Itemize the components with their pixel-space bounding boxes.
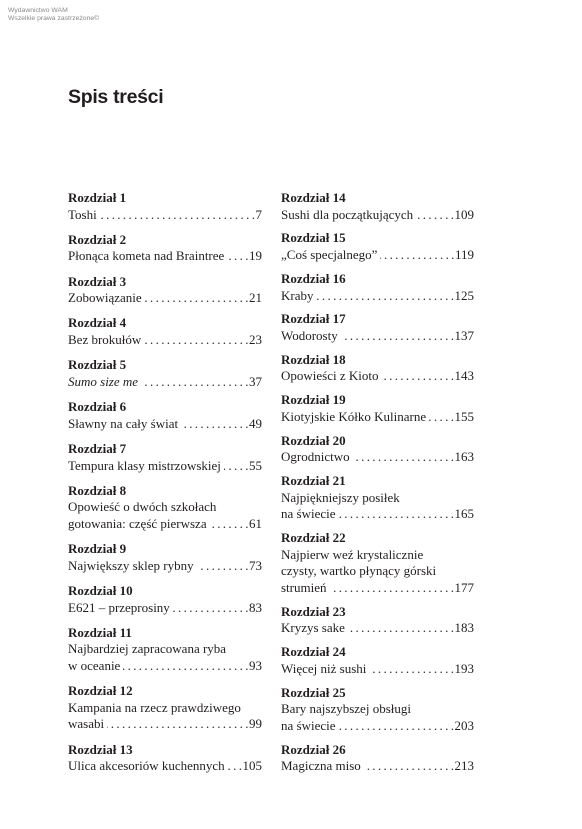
chapter-title-26: Magiczna miso xyxy=(281,758,361,774)
toc-entry-7 xyxy=(68,441,262,474)
dot-leader-19 xyxy=(429,409,453,426)
chapter-title-row-13 xyxy=(68,758,262,775)
chapter-title-4: Bez brokułów xyxy=(68,332,142,348)
page-number-20: 163 xyxy=(454,449,474,465)
chapter-title-row-22 xyxy=(281,580,474,597)
chapter-title-22-line-1: Najpierw weź krystalicznie xyxy=(281,546,424,562)
page-number-19: 155 xyxy=(454,408,474,424)
toc-entry-14 xyxy=(281,190,474,223)
page-number-26: 213 xyxy=(454,758,474,774)
chapter-title-12-line-1: Kampania na rzecz prawdziwego xyxy=(68,699,241,715)
page-number-18: 143 xyxy=(454,368,474,384)
chapter-title-row-4 xyxy=(68,332,262,349)
publisher-name: Wydawnictwo WAM xyxy=(8,7,68,14)
dot-leader-10 xyxy=(173,600,248,617)
dot-leader-14 xyxy=(416,207,453,224)
chapter-label-14: Rozdział 14 xyxy=(281,190,346,205)
dot-leader-13 xyxy=(228,758,242,775)
chapter-title-row-24 xyxy=(281,661,474,678)
chapter-title-row-5 xyxy=(68,374,262,391)
chapter-label-10: Rozdział 10 xyxy=(68,583,133,599)
page-number-2: 19 xyxy=(249,248,262,264)
dot-leader-8 xyxy=(210,516,248,533)
chapter-title-15: „Coś specjalnego” xyxy=(281,247,378,263)
chapter-title-11-line-1: Najbardziej zapracowana ryba xyxy=(68,641,227,657)
toc-entry-15 xyxy=(281,230,474,263)
chapter-label-23: Rozdział 23 xyxy=(281,603,346,619)
chapter-title-row-25 xyxy=(281,718,474,735)
copyright-header xyxy=(8,7,99,23)
toc-entry-21 xyxy=(281,473,474,523)
dot-leader-18 xyxy=(381,368,453,385)
toc-entry-5 xyxy=(68,357,262,390)
chapter-label-16: Rozdział 16 xyxy=(281,270,346,286)
page-number-9: 73 xyxy=(249,557,262,573)
page-number-3: 21 xyxy=(249,290,262,306)
toc-entry-8 xyxy=(68,483,262,533)
dot-leader-12 xyxy=(107,716,248,733)
dot-leader-20 xyxy=(353,449,454,466)
chapter-title-row-15 xyxy=(281,247,474,264)
chapter-title-22-line-3: strumień xyxy=(281,580,327,595)
chapter-title-row-6 xyxy=(68,416,262,433)
toc-entry-9 xyxy=(68,541,262,574)
chapter-label-9: Rozdział 9 xyxy=(68,541,127,557)
page-number-22: 177 xyxy=(454,580,474,595)
toc-entry-11 xyxy=(68,625,262,675)
dot-leader-26 xyxy=(364,758,454,775)
dot-leader-6 xyxy=(181,416,248,433)
chapter-label-25: Rozdział 25 xyxy=(281,684,346,700)
chapter-title-3: Zobowiązanie xyxy=(68,290,142,306)
page-number-21: 165 xyxy=(454,506,474,522)
chapter-title-row-17 xyxy=(281,328,474,345)
dot-leader-2 xyxy=(227,248,248,265)
chapter-title-25-line-1: Bary najszybszej obsługi xyxy=(281,701,411,717)
chapter-title-row-21 xyxy=(281,506,474,523)
toc-entry-25 xyxy=(281,685,474,735)
page-number-7: 55 xyxy=(249,457,262,473)
chapter-title-row-12 xyxy=(68,716,262,733)
chapter-title-8-line-2: gotowania: część pierwsza xyxy=(68,515,207,531)
dot-leader-16 xyxy=(317,288,454,305)
dot-leader-21 xyxy=(339,506,454,523)
chapter-label-13: Rozdział 13 xyxy=(68,741,133,757)
toc-entry-3 xyxy=(68,274,262,307)
toc-entry-19 xyxy=(281,392,474,425)
dot-leader-5 xyxy=(141,374,248,391)
chapter-title-6: Sławny na cały świat xyxy=(68,415,179,431)
page-number-25: 203 xyxy=(454,717,474,733)
page-number-11: 93 xyxy=(249,658,262,674)
chapter-title-row-18 xyxy=(281,368,474,385)
chapter-title-24: Więcej niż sushi xyxy=(281,660,367,676)
chapter-label-24: Rozdział 24 xyxy=(281,644,346,660)
dot-leader-24 xyxy=(369,661,453,678)
chapter-label-7: Rozdział 7 xyxy=(68,440,127,456)
chapter-title-13: Ulica akcesoriów kuchennych xyxy=(68,758,225,774)
dot-leader-7 xyxy=(224,458,248,475)
dot-leader-1 xyxy=(100,207,255,224)
toc-entry-20 xyxy=(281,433,474,466)
dot-leader-3 xyxy=(145,290,248,307)
toc-entry-2 xyxy=(68,232,262,265)
toc-entry-17 xyxy=(281,311,474,344)
dot-leader-22 xyxy=(330,580,454,597)
chapter-label-3: Rozdział 3 xyxy=(68,273,127,289)
chapter-title-2: Płonąca kometa nad Braintree xyxy=(68,248,225,264)
dot-leader-9 xyxy=(197,558,248,575)
toc-entry-24 xyxy=(281,644,474,677)
chapter-title-row-7 xyxy=(68,458,262,475)
chapter-title-16: Kraby xyxy=(281,287,314,303)
chapter-label-5: Rozdział 5 xyxy=(68,357,127,373)
toc-entry-10 xyxy=(68,583,262,616)
toc-entry-23 xyxy=(281,604,474,637)
chapter-label-11: Rozdział 11 xyxy=(68,624,132,640)
chapter-title-25-line-2: na świecie xyxy=(281,717,336,733)
page-title: Spis treści xyxy=(68,86,164,108)
page-number-14: 109 xyxy=(454,206,474,222)
chapter-title-row-3 xyxy=(68,290,262,307)
chapter-title-row-16 xyxy=(281,288,474,305)
chapter-title-row-2 xyxy=(68,248,262,265)
chapter-label-4: Rozdział 4 xyxy=(68,315,127,331)
chapter-title-5: Sumo size me xyxy=(68,373,139,389)
chapter-label-15: Rozdział 15 xyxy=(281,230,346,246)
page-number-13: 105 xyxy=(242,758,262,774)
chapter-title-11-line-2: w oceanie xyxy=(68,658,121,674)
chapter-title-14: Sushi dla początkujących xyxy=(281,206,414,222)
rights-notice: Wszelkie prawa zastrzeżone© xyxy=(8,15,100,22)
page-number-8: 61 xyxy=(249,515,262,531)
chapter-title-row-8 xyxy=(68,516,262,533)
chapter-label-6: Rozdział 6 xyxy=(68,399,127,415)
chapter-label-21: Rozdział 21 xyxy=(281,473,346,489)
chapter-title-8-line-1: Opowieść o dwóch szkołach xyxy=(68,499,217,515)
chapter-title-row-1 xyxy=(68,207,262,224)
page-number-6: 49 xyxy=(249,415,262,431)
chapter-label-26: Rozdział 26 xyxy=(281,741,346,757)
chapter-label-1: Rozdział 1 xyxy=(68,190,127,205)
chapter-label-2: Rozdział 2 xyxy=(68,231,127,247)
chapter-title-1: Toshi xyxy=(68,206,97,222)
chapter-label-17: Rozdział 17 xyxy=(281,311,346,327)
page-number-24: 193 xyxy=(454,660,474,676)
page-number-12: 99 xyxy=(249,716,262,732)
chapter-title-row-20 xyxy=(281,449,474,466)
toc-entry-1 xyxy=(68,190,262,223)
chapter-title-17: Wodorosty xyxy=(281,327,338,343)
chapter-title-20: Ogrodnictwo xyxy=(281,449,350,465)
page-number-4: 23 xyxy=(249,332,262,348)
chapter-title-row-14 xyxy=(281,207,474,224)
chapter-title-row-9 xyxy=(68,558,262,575)
page-number-10: 83 xyxy=(249,599,262,615)
chapter-label-20: Rozdział 20 xyxy=(281,432,346,448)
chapter-title-row-19 xyxy=(281,409,474,426)
chapter-title-row-23 xyxy=(281,620,474,637)
page-number-16: 125 xyxy=(454,287,474,303)
chapter-title-21-line-1: Najpiękniejszy posiłek xyxy=(281,489,400,505)
chapter-title-9: Największy sklep rybny xyxy=(68,557,194,573)
dot-leader-11 xyxy=(123,658,248,675)
chapter-title-row-26 xyxy=(281,758,474,775)
toc-entry-16 xyxy=(281,271,474,304)
toc-right-column xyxy=(281,190,474,775)
toc-entry-12 xyxy=(68,683,262,733)
chapter-label-18: Rozdział 18 xyxy=(281,351,346,367)
page-number-17: 137 xyxy=(454,327,474,343)
dot-leader-4 xyxy=(144,332,248,349)
page-number-5: 37 xyxy=(249,373,262,389)
chapter-label-12: Rozdział 12 xyxy=(68,683,133,699)
dot-leader-15 xyxy=(380,247,454,264)
chapter-title-23: Kryzys sake xyxy=(281,620,345,636)
toc-entry-13 xyxy=(68,742,262,775)
chapter-label-22: Rozdział 22 xyxy=(281,530,346,546)
chapter-title-10: E621 – przeprosiny xyxy=(68,599,170,615)
chapter-title-12-line-2: wasabi xyxy=(68,716,105,732)
chapter-title-18: Opowieści z Kioto xyxy=(281,368,379,384)
chapter-title-22-line-2: czysty, wartko płynący górski xyxy=(281,563,437,579)
dot-leader-17 xyxy=(341,328,454,345)
toc-left-column xyxy=(68,190,262,775)
page-number-23: 183 xyxy=(454,620,474,636)
chapter-label-8: Rozdział 8 xyxy=(68,482,127,498)
chapter-title-row-11 xyxy=(68,658,262,675)
chapter-title-21-line-2: na świecie xyxy=(281,506,336,522)
chapter-label-19: Rozdział 19 xyxy=(281,392,346,408)
toc-entry-4 xyxy=(68,315,262,348)
toc-entry-6 xyxy=(68,399,262,432)
page-number-1: 7 xyxy=(255,206,262,222)
page-number-15: 119 xyxy=(454,247,474,263)
dot-leader-23 xyxy=(348,620,454,637)
toc-entry-26 xyxy=(281,742,474,775)
toc-entry-22 xyxy=(281,530,474,596)
chapter-title-19: Kiotyjskie Kółko Kulinarne xyxy=(281,408,427,424)
chapter-title-7: Tempura klasy mistrzowskiej xyxy=(68,457,221,473)
chapter-title-row-10 xyxy=(68,600,262,617)
toc-entry-18 xyxy=(281,352,474,385)
dot-leader-25 xyxy=(339,718,454,735)
